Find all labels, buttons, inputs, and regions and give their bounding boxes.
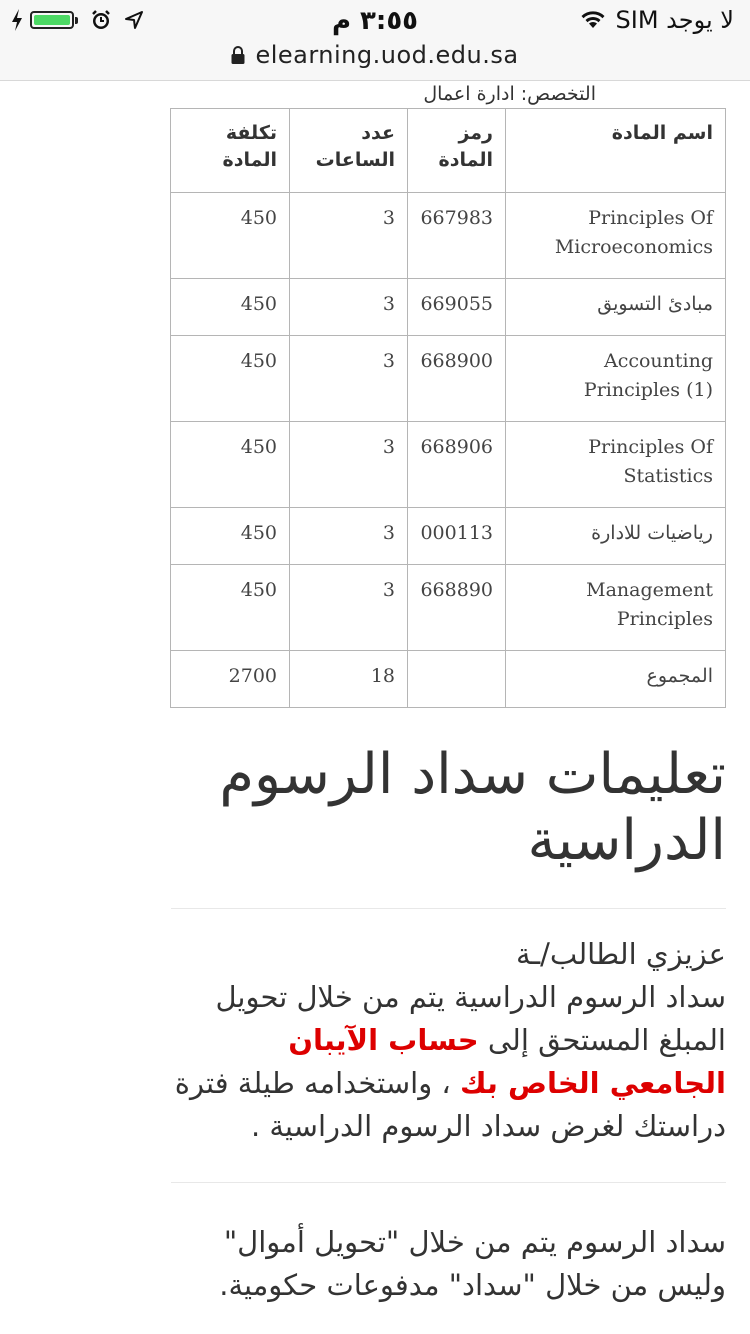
status-time: ٣:٥٥ م xyxy=(331,6,419,36)
divider xyxy=(171,1182,726,1183)
total-label: المجموع xyxy=(506,651,726,708)
course-name: Accounting Principles (1) xyxy=(506,336,726,422)
course-code: 668890 xyxy=(408,565,506,651)
header-hours: عدد الساعات xyxy=(290,109,408,193)
course-cost: 450 xyxy=(171,193,290,279)
course-cost: 450 xyxy=(171,336,290,422)
wifi-icon xyxy=(580,10,606,30)
course-cost: 450 xyxy=(171,565,290,651)
table-row xyxy=(171,279,726,336)
course-hours: 3 xyxy=(290,279,408,336)
course-code: 000113 xyxy=(408,508,506,565)
course-name: رياضيات للادارة xyxy=(506,508,726,565)
paragraph-text: سداد الرسوم الدراسية يتم من خلال تحويل المبلغ المستحق إلى xyxy=(215,980,726,1057)
table-row xyxy=(171,508,726,565)
iban-highlight: حساب الآيبان الجامعي الخاص بك xyxy=(288,1023,726,1100)
total-hours: 18 xyxy=(290,651,408,708)
course-hours: 3 xyxy=(290,193,408,279)
table-row xyxy=(171,336,726,422)
transfer-note-paragraph: سداد الرسوم يتم من خلال "تحويل أموال" وليس من خلال "سداد" مدفوعات حكومية. xyxy=(219,1225,726,1302)
header-course-name: اسم المادة xyxy=(506,109,726,193)
divider xyxy=(171,908,726,909)
paragraph-text-end: ، واستخدامه طيلة فترة دراستك لغرض سداد الرسوم الدراسية . xyxy=(174,1066,726,1143)
course-cost: 450 xyxy=(171,279,290,336)
table-row xyxy=(171,193,726,279)
page-content xyxy=(171,80,726,1307)
address-bar[interactable] xyxy=(0,40,750,81)
specialization-label: التخصص: ادارة اعمال xyxy=(423,83,596,105)
table-total-row xyxy=(171,651,726,708)
course-code: 667983 xyxy=(408,193,506,279)
table-header-row xyxy=(171,109,726,193)
course-hours: 3 xyxy=(290,422,408,508)
course-name: Principles Of Microeconomics xyxy=(506,193,726,279)
course-name: مبادئ التسويق xyxy=(506,279,726,336)
total-cost: 2700 xyxy=(171,651,290,708)
status-bar xyxy=(0,0,750,40)
header-cost: تكلفة المادة xyxy=(171,109,290,193)
header-course-code: رمز المادة xyxy=(408,109,506,193)
carrier-label: لا يوجد SIM xyxy=(615,6,734,34)
table-row xyxy=(171,565,726,651)
course-name: Management Principles xyxy=(506,565,726,651)
course-cost: 450 xyxy=(171,508,290,565)
url-text[interactable]: elearning.uod.edu.sa xyxy=(255,41,519,69)
instructions-paragraph xyxy=(171,933,726,1148)
status-right xyxy=(580,6,735,34)
course-code: 668906 xyxy=(408,422,506,508)
course-hours: 3 xyxy=(290,336,408,422)
course-name: Principles Of Statistics xyxy=(506,422,726,508)
greeting-text: عزيزي الطالب/ـة xyxy=(516,937,726,971)
courses-table xyxy=(170,108,726,708)
course-code: 668900 xyxy=(408,336,506,422)
lock-icon xyxy=(231,45,245,65)
course-hours: 3 xyxy=(290,565,408,651)
table-row xyxy=(171,422,726,508)
course-hours: 3 xyxy=(290,508,408,565)
course-cost: 450 xyxy=(171,422,290,508)
payment-instructions-title: تعليمات سداد الرسوم الدراسية xyxy=(219,742,726,873)
total-code xyxy=(408,651,506,708)
course-code: 669055 xyxy=(408,279,506,336)
